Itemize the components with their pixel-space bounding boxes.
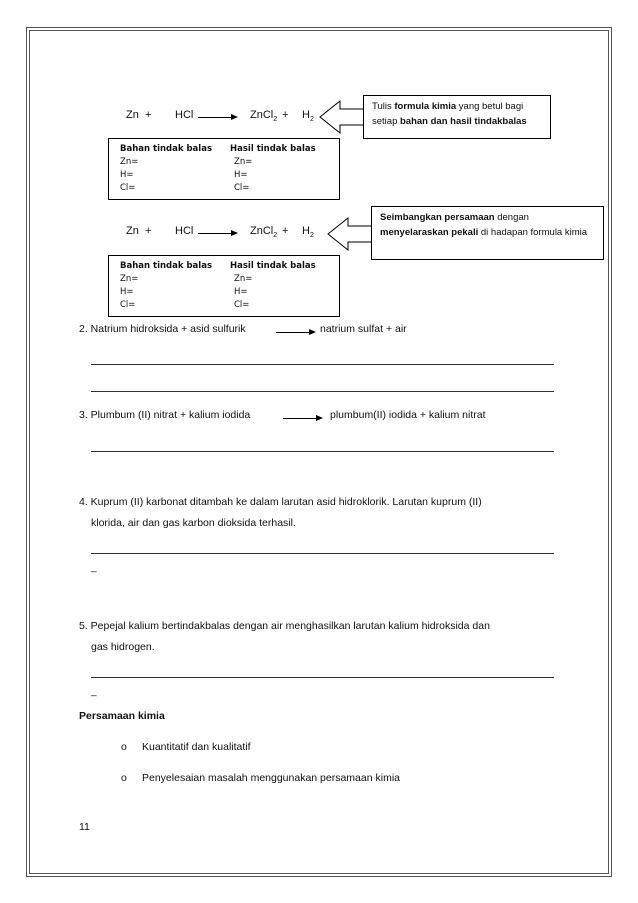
- t2-right-row: Zn=: [234, 274, 253, 284]
- t1-right-header: Hasil tindak balas: [230, 144, 316, 154]
- eq1-h2: $H_2$: [302, 109, 314, 124]
- q2-arrow: [276, 332, 314, 333]
- t2-left-row: Cl=: [120, 300, 136, 310]
- eq1-plus: +: [145, 109, 152, 121]
- bullet-text: Penyelesaian masalah menggunakan persamaan kimia: [142, 772, 400, 784]
- eq2-hcl: HCl: [175, 225, 194, 237]
- bullet-marker: o: [121, 741, 127, 753]
- callout-arrow-2-icon: [326, 217, 376, 251]
- answer-line[interactable]: [91, 677, 554, 678]
- eq2-zncl2: ZnCl$_2$: [250, 225, 278, 240]
- atom-count-table-2: [108, 255, 340, 317]
- t1-right-row: Zn=: [234, 157, 253, 167]
- question-4-line2: klorida, air dan gas karbon dioksida terhasil.: [91, 517, 296, 529]
- answer-line-tail: _: [91, 686, 97, 697]
- callout-box-1: Tulis formula kimia yang betul bagi setiap bahan dan hasil tindakbalas: [363, 95, 551, 139]
- answer-line[interactable]: [91, 553, 554, 554]
- eq1-plus2: +: [282, 109, 289, 121]
- t2-left-header: Bahan tindak balas: [120, 261, 213, 271]
- question-4-line1: 4. Kuprum (II) karbonat ditambah ke dalam larutan asid hidroklorik. Larutan kuprum (II): [79, 496, 482, 508]
- bullet-text: Kuantitatif dan kualitatif: [142, 741, 251, 753]
- t2-right-row: H=: [234, 287, 248, 297]
- t1-left-row: H=: [120, 170, 134, 180]
- t1-left-row: Zn=: [120, 157, 139, 167]
- question-3-right: plumbum(II) iodida + kalium nitrat: [330, 409, 486, 421]
- eq1-zn: Zn: [126, 109, 139, 121]
- callout-arrow-1-icon: [318, 100, 366, 134]
- eq2-h2: $H_2$: [302, 225, 314, 240]
- answer-line-tail: _: [91, 562, 97, 573]
- question-5-line1: 5. Pepejal kalium bertindakbalas dengan air menghasilkan larutan kalium hidroksida dan: [79, 620, 490, 632]
- t2-left-row: Zn=: [120, 274, 139, 284]
- callout-box-2: Seimbangkan persamaan dengan menyelaraskan pekali di hadapan formula kimia: [371, 206, 604, 260]
- eq2-plus: +: [145, 225, 152, 237]
- section-title: Persamaan kimia: [79, 710, 165, 722]
- question-5-line2: gas hidrogen.: [91, 641, 155, 653]
- answer-line[interactable]: [91, 364, 554, 365]
- t2-right-header: Hasil tindak balas: [230, 261, 316, 271]
- eq2-zn: Zn: [126, 225, 139, 237]
- bullet-marker: o: [121, 772, 127, 784]
- t1-left-header: Bahan tindak balas: [120, 144, 213, 154]
- atom-count-table-1: [108, 138, 340, 200]
- t2-left-row: H=: [120, 287, 134, 297]
- eq1-hcl: HCl: [175, 109, 194, 121]
- answer-line[interactable]: [91, 391, 554, 392]
- t2-right-row: Cl=: [234, 300, 250, 310]
- t1-right-row: H=: [234, 170, 248, 180]
- t1-left-row: Cl=: [120, 183, 136, 193]
- t1-right-row: Cl=: [234, 183, 250, 193]
- question-2-left: 2. Natrium hidroksida + asid sulfurik: [79, 323, 246, 335]
- answer-line[interactable]: [91, 451, 554, 452]
- page-number: 11: [79, 821, 90, 833]
- q3-arrow: [283, 418, 321, 419]
- eq1-arrow: [198, 117, 236, 118]
- eq2-plus2: +: [282, 225, 289, 237]
- eq1-zncl2: ZnCl$_2$: [250, 109, 278, 124]
- question-2-right: natrium sulfat + air: [320, 323, 407, 335]
- question-3-left: 3. Plumbum (II) nitrat + kalium iodida: [79, 409, 251, 421]
- eq2-arrow: [198, 233, 236, 234]
